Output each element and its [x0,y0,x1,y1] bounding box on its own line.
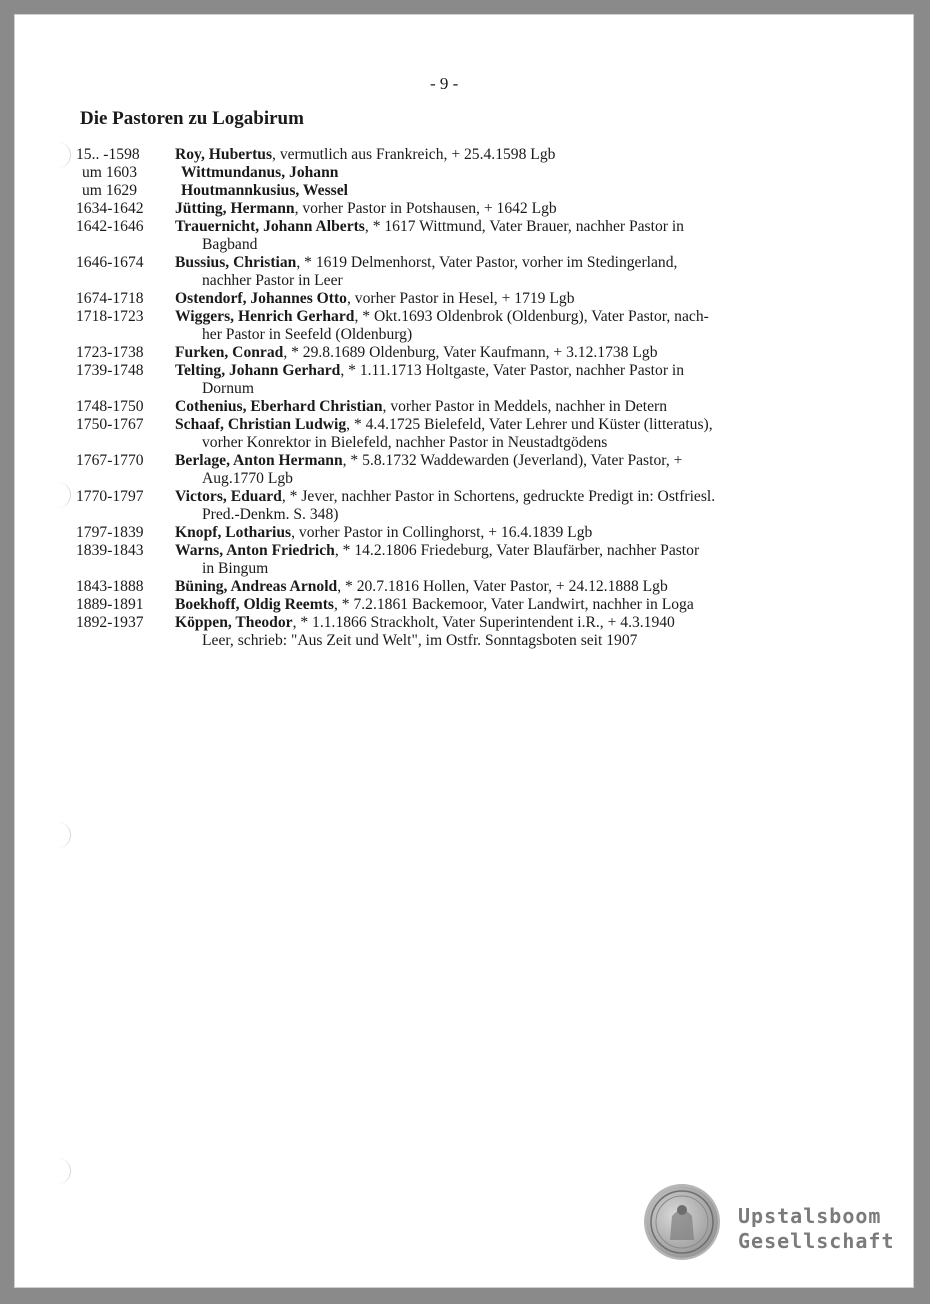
brand-logo [738,1204,895,1254]
entry-continuation: Aug.1770 Lgb [202,470,293,487]
entry-name: Houtmannkusius, Wessel [181,182,348,199]
pastor-entry [76,452,856,488]
entry-continuation: in Bingum [202,560,269,577]
pastor-entry [76,344,856,362]
entry-years: 1889-1891 [76,596,144,613]
entry-years: 1723-1738 [76,344,144,361]
entry-text: , * 1.11.1713 Holtgaste, Vater Pastor, nachher Pastor in [340,362,685,379]
entry-text: , vermutlich aus Frankreich, + 25.4.1598 Lgb [272,146,556,163]
entry-text: , * 14.2.1806 Friedeburg, Vater Blaufärber, nachher Pastor [334,542,700,559]
seal-icon [646,1186,718,1258]
entry-text: , * 1.1.1866 Strackholt, Vater Superintendent i.R., + 4.3.1940 [292,614,675,631]
entry-years: 1892-1937 [76,614,144,631]
entry-continuation: Dornum [202,380,254,397]
entry-years: 1797-1839 [76,524,144,541]
entry-name: Jütting, Hermann [175,200,295,217]
entry-text: , * 1617 Wittmund, Vater Brauer, nachher Pastor in [364,218,684,235]
pastor-entry [76,542,856,578]
entry-years: 1839-1843 [76,542,144,559]
entry-name: Furken, Conrad [175,344,284,361]
entry-name: Boekhoff, Oldig Reemts [175,596,334,613]
entry-name: Wittmundanus, Johann [181,164,339,181]
entry-years: um 1629 [82,182,138,199]
pastor-entry [76,398,856,416]
entry-continuation: Leer, schrieb: "Aus Zeit und Welt", im Ostfr. Sonntagsboten seit 1907 [202,632,638,649]
entry-continuation: vorher Konrektor in Bielefeld, nachher Pastor in Neustadtgödens [202,434,608,451]
punch-hole-mark [52,482,71,508]
punch-hole-mark [52,1158,71,1184]
entry-name: Schaaf, Christian Ludwig [175,416,347,433]
pastor-entry [76,182,856,200]
entry-name: Victors, Eduard [175,488,282,505]
entry-name: Bussius, Christian [175,254,297,271]
pastor-entry [76,614,856,650]
pastor-entry [76,308,856,344]
entry-continuation: her Pastor in Seefeld (Oldenburg) [202,326,413,343]
entry-years: 1674-1718 [76,290,144,307]
entry-name: Knopf, Lotharius [175,524,292,541]
pastor-entry [76,578,856,596]
entry-text: , * 5.8.1732 Waddewarden (Jeverland), Vater Pastor, + [342,452,683,469]
entry-years: 1718-1723 [76,308,144,325]
entry-text: , vorher Pastor in Collinghorst, + 16.4.1839 Lgb [291,524,593,541]
pastor-entry [76,596,856,614]
entry-text: , * 1619 Delmenhorst, Vater Pastor, vorher im Stedingerland, [296,254,678,271]
entry-years: 1739-1748 [76,362,144,379]
entry-name: Büning, Andreas Arnold [175,578,338,595]
entry-years: 1748-1750 [76,398,144,415]
entry-years: 1750-1767 [76,416,144,433]
page-number: - 9 - [430,74,459,93]
entry-years: 1646-1674 [76,254,144,271]
entry-text: , vorher Pastor in Meddels, nachher in Detern [382,398,668,415]
brand-line-2: Gesellschaft [738,1229,895,1253]
pastor-entry [76,146,856,164]
entry-name: Warns, Anton Friedrich [175,542,335,559]
entry-continuation: Bagband [202,236,258,253]
punch-hole-mark [52,142,71,168]
entry-years: 1634-1642 [76,200,144,217]
entry-text: , * 20.7.1816 Hollen, Vater Pastor, + 24.12.1888 Lgb [337,578,668,595]
entry-name: Telting, Johann Gerhard [175,362,341,379]
entry-years: 1767-1770 [76,452,144,469]
entry-text: , vorher Pastor in Hesel, + 1719 Lgb [346,290,575,307]
entry-years: um 1603 [82,164,138,181]
entry-name: Roy, Hubertus [175,146,273,163]
pastor-entry [76,218,856,254]
entry-name: Wiggers, Henrich Gerhard [175,308,355,325]
entry-name: Cothenius, Eberhard Christian [175,398,383,415]
pastor-entry [76,362,856,398]
entry-name: Köppen, Theodor [175,614,293,631]
entry-text: , * Jever, nachher Pastor in Schortens, gedruckte Predigt in: Ostfriesl. [281,488,716,505]
pastor-entry [76,254,856,290]
entry-text: , * 4.4.1725 Bielefeld, Vater Lehrer und Küster (litteratus), [346,416,713,433]
entry-continuation: Pred.-Denkm. S. 348) [202,506,339,523]
pastor-entry [76,524,856,542]
entry-text: , * 7.2.1861 Backemoor, Vater Landwirt, nachher in Loga [333,596,694,613]
pastor-entry [76,290,856,308]
entry-years: 1770-1797 [76,488,144,505]
pastor-list [76,146,856,650]
pastor-entry [76,200,856,218]
entry-text: , * 29.8.1689 Oldenburg, Vater Kaufmann, + 3.12.1738 Lgb [283,344,658,361]
pastor-entry [76,416,856,452]
entry-name: Berlage, Anton Hermann [175,452,343,469]
entry-years: 1642-1646 [76,218,144,235]
entry-years: 15.. -1598 [76,146,140,163]
entry-years: 1843-1888 [76,578,144,595]
pastor-entry [76,164,856,182]
pastor-entry [76,488,856,524]
punch-hole-mark [52,822,71,848]
entry-text: , vorher Pastor in Potshausen, + 1642 Lgb [294,200,557,217]
page-title: Die Pastoren zu Logabirum [80,108,304,129]
entry-continuation: nachher Pastor in Leer [202,272,343,289]
entry-name: Ostendorf, Johannes Otto [175,290,347,307]
brand-line-1: Upstalsboom [738,1204,882,1228]
entry-name: Trauernicht, Johann Alberts [175,218,365,235]
entry-text: , * Okt.1693 Oldenbrok (Oldenburg), Vater Pastor, nach- [354,308,709,325]
